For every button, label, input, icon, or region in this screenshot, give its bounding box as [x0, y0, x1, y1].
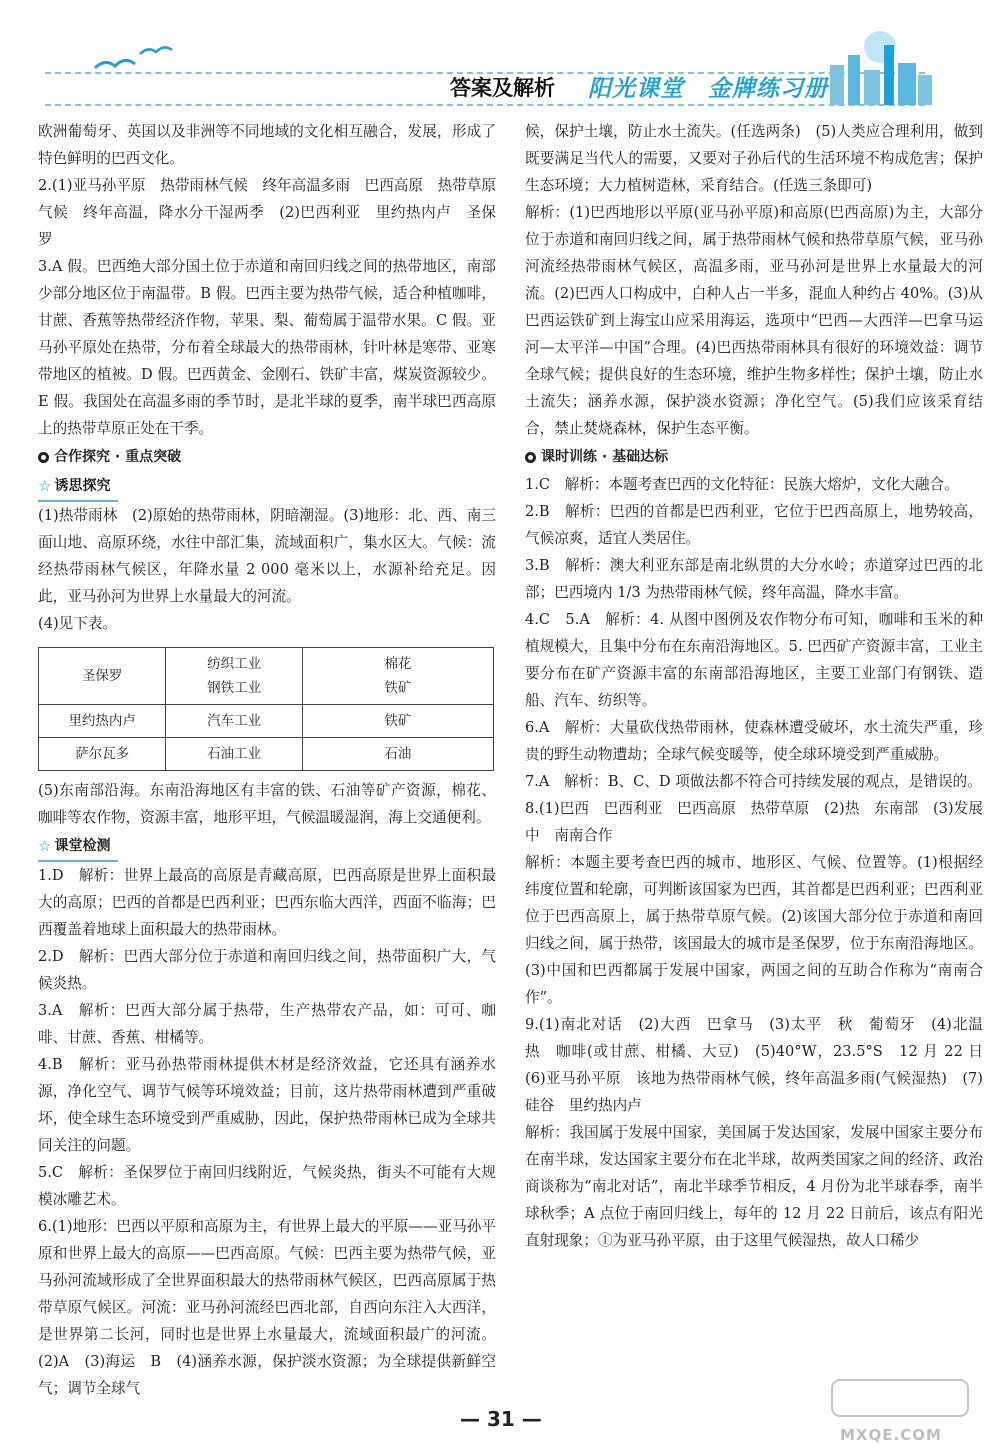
page-number: — 31 — [460, 1407, 542, 1431]
table-cell-industry: 汽车工业 [166, 705, 303, 738]
explore-answer-1: (1)热带雨林 (2)原始的热带雨林，阴暗潮湿。(3)地形：北、西、南三面山地、高原环绕，水往中部汇集，流域面积广，集水区大。气候：流经热带雨林气候区，年降水量 2 000 毫米以上，水源补给充足。因此，亚马孙河为世界上水量最大的河流。 [38, 507, 496, 605]
table-row [39, 648, 494, 705]
header-title-answer: 答案及解析 [450, 76, 555, 100]
check-answer-5: 5.C 解析：圣保罗位于南回归线附近，气候炎热，街头不可能有大规模冰雕艺术。 [38, 1164, 496, 1208]
page-header [0, 0, 1000, 115]
training-answer-9-analysis: 解析：我国属于发展中国家，美国属于发达国家，发展中国家主要分布在南半球，发达国家主要分布在北半球，故两类国家之间的经济、政治商谈称为“南北对话”，南北半球季节相反，4 月份为北半球春季，南半球秋季；A 点位于南回归线上，每年的 12 月 22 日前后，该点有阳光直射现象；①为亚马孙平原，由于这里气候湿热，故人口稀少 [525, 1124, 983, 1249]
intro-text: 欧洲葡萄牙、英国以及非洲等不同地域的文化相互融合，发展，形成了特色鲜明的巴西文化。 [38, 123, 496, 167]
table-row [39, 738, 494, 771]
table-cell-resource: 棉花 铁矿 [302, 648, 493, 705]
left-column [38, 118, 496, 1402]
training-answer-8-analysis: 解析：本题主要考查巴西的城市、地形区、气候、位置等。(1)根据经纬度位置和轮廓，可判断该国家为巴西，其首都是巴西利亚；巴西利亚位于巴西高原上，属于热带草原气候。(2)该国大部分位于赤道和南回归线之间，属于热带，该国最大的城市是圣保罗，位于东南沿海地区。(3)中国和巴西都属于发展中国家，两国之间的互助合作称为“南南合作”。 [525, 854, 983, 1006]
table-cell-city: 圣保罗 [39, 648, 166, 705]
subheading-explore: ☆ 诱思探究 [38, 473, 118, 502]
check-answer-4: 4.B 解析：亚马孙热带雨林提供木材是经济效益，它还具有涵养水源，净化空气、调节气候等环境效益；目前，这片热带雨林遭到严重破坏，使全球生态环境受到严重威胁，因此，保护热带雨林已成为全球共同关注的问题。 [38, 1056, 496, 1154]
subheading-check: ☆ 课堂检测 [38, 833, 118, 862]
skyline-icon [810, 25, 940, 105]
section-heading-training: 课时训练 · 基础达标 [525, 444, 983, 471]
watermark-logo [830, 1378, 970, 1444]
explore-answer-5: (5)东南部沿海。东南沿海地区有丰富的铁、石油等矿产资源，棉花、咖啡等农作物，资源丰富，地形平坦，气候温暖湿润，海上交通便利。 [38, 782, 496, 826]
check-answer-1: 1.D 解析：世界上最高的高原是青藏高原，巴西高原是世界上面积最大的高原；巴西的首都是巴西利亚；巴西东临大西洋，西面不临海；巴西覆盖着地球上面积最大的热带雨林。 [38, 867, 496, 938]
header-title-series: 阳光课堂 金牌练习册 [588, 76, 828, 102]
section-bullet-icon [38, 452, 49, 463]
table-cell-city: 萨尔瓦多 [39, 738, 166, 771]
industry-table [38, 647, 494, 771]
table-cell-resource: 石油 [302, 738, 493, 771]
training-answer-8: 8.(1)巴西 巴西利亚 巴西高原 热带草原 (2)热 东南部 (3)发展中 南南合作 [525, 800, 983, 844]
check-answer-6: 6.(1)地形：巴西以平原和高原为主，有世界上最大的平原——亚马孙平原和世界上最大的高原——巴西高原。气候：巴西主要为热带气候，亚马孙河流域形成了全世界面积最大的热带雨林气候区，巴西高原属于热带草原气候区。河流：亚马孙河流经巴西北部，自西向东注入大西洋，是世界第二长河，同时也是世界上水量最大，流域面积最广的河流。(2)A (3)海运 B (4)涵养水源，保护淡水资源；为全球提供新鲜空气；调节全球气 [38, 1218, 496, 1397]
training-answer-3: 3.B 解析：澳大利亚东部是南北纵贯的大分水岭；赤道穿过巴西的北部；巴西境内 1/3 为热带雨林气候，终年高温，降水丰富。 [525, 557, 983, 601]
answer-q2: 2.(1)亚马孙平原 热带雨林气候 终年高温多雨 巴西高原 热带草原气候 终年高温，降水分干湿两季 (2)巴西利亚 里约热内卢 圣保罗 [38, 177, 496, 248]
check-answer-2: 2.D 解析：巴西大部分位于赤道和南回归线之间，热带面积广大，气候炎热。 [38, 948, 496, 992]
answer-q3: 3.A 假。巴西绝大部分国土位于赤道和南回归线之间的热带地区，南部少部分地区位于南温带。B 假。巴西主要为热带气候，适合种植咖啡，甘蔗、香蕉等热带经济作物，苹果、梨、葡萄属于温带水果。C 假。亚马孙平原处在热带，分布着全球最大的热带雨林，针叶林是寒带、亚寒带地区的植被。D 假。巴西黄金、金刚石、铁矿丰富，煤炭资源较少。E 假。我国处在高温多雨的季节时，是北半球的夏季，南半球巴西高原上的热带草原正处在干季。 [38, 258, 496, 437]
watermark-text: MXQE.COM [840, 1426, 942, 1444]
training-answer-7: 7.A 解析：B、C、D 项做法都不符合可持续发展的观点，是错误的。 [525, 773, 982, 790]
check-answer-6-continued: 候，保护土壤，防止水土流失。(任选两条) (5)人类应合理利用，做到既要满足当代人的需要，又要对子孙后代的生活环境不构成危害；保护生态环境；大力植树造林，采育结合。(任选三条即可) [525, 123, 983, 194]
training-answer-9: 9.(1)南北对话 (2)大西 巴拿马 (3)太平 秋 葡萄牙 (4)北温 热 咖啡(或甘蔗、柑橘、大豆) (5)40°W，23.5°S 12 月 22 日 (6)亚马孙平原 该地为热带雨林气候，终年高温多雨(气候湿热) (7)硅谷 里约热内卢 [525, 1016, 998, 1114]
table-row [39, 705, 494, 738]
table-cell-resource: 铁矿 [302, 705, 493, 738]
table-cell-city: 里约热内卢 [39, 705, 166, 738]
table-cell-industry: 纺织工业 钢铁工业 [166, 648, 303, 705]
training-answer-6: 6.A 解析：大量砍伐热带雨林，使森林遭受破坏，水土流失严重，珍贵的野生动物遭劫；全球气候变暖等，使全球环境受到严重威胁。 [525, 719, 983, 763]
check-answer-3: 3.A 解析：巴西大部分属于热带，生产热带农产品，如：可可、咖啡、甘蔗、香蕉、柑橘等。 [38, 1002, 496, 1046]
training-answer-4-5: 4.C 5.A 解析：4. 从图中图例及农作物分布可知，咖啡和玉米的种植规模大，且集中分布在东南沿海地区。5. 巴西矿产资源丰富，工业主要分布在矿产资源丰富的东南部沿海地区，主要工业部门有钢铁、造船、汽车、纺织等。 [525, 611, 983, 709]
training-answer-1: 1.C 解析：本题考查巴西的文化特征：民族大熔炉，文化大融合。 [525, 476, 959, 493]
section-heading-cooperate: 合作探究 · 重点突破 [38, 444, 496, 471]
star-icon: ☆ [38, 837, 52, 855]
table-cell-industry: 石油工业 [166, 738, 303, 771]
section-bullet-icon [525, 452, 536, 463]
right-column [525, 118, 998, 1254]
check-answer-6-analysis: 解析：(1)巴西地形以平原(亚马孙平原)和高原(巴西高原)为主，大部分位于赤道和南回归线之间，属于热带雨林气候和热带草原气候，亚马孙河流经热带雨林气候区，高温多雨，亚马孙河是世界上水量最大的河流。(2)巴西人口构成中，白种人占一半多，混血人种约占 40%。(3)从巴西运铁矿到上海宝山应采用海运，选项中“巴西—大西洋—巴拿马运河—太平洋—中国”合理。(4)巴西热带雨林具有很好的环境效益：调节全球气候；提供良好的生态环境，维护生物多样性；保护土壤，防止水土流失；涵养水源，保护淡水资源；净化空气。(5)我们应该采育结合，禁止焚烧森林，保护生态平衡。 [525, 204, 983, 437]
training-answer-2: 2.B 解析：巴西的首都是巴西利亚，它位于巴西高原上，地势较高，气候凉爽，适宜人类居住。 [525, 503, 983, 547]
explore-answer-4: (4)见下表。 [38, 615, 118, 632]
star-icon: ☆ [38, 477, 52, 495]
watermark-icon [830, 1378, 970, 1418]
